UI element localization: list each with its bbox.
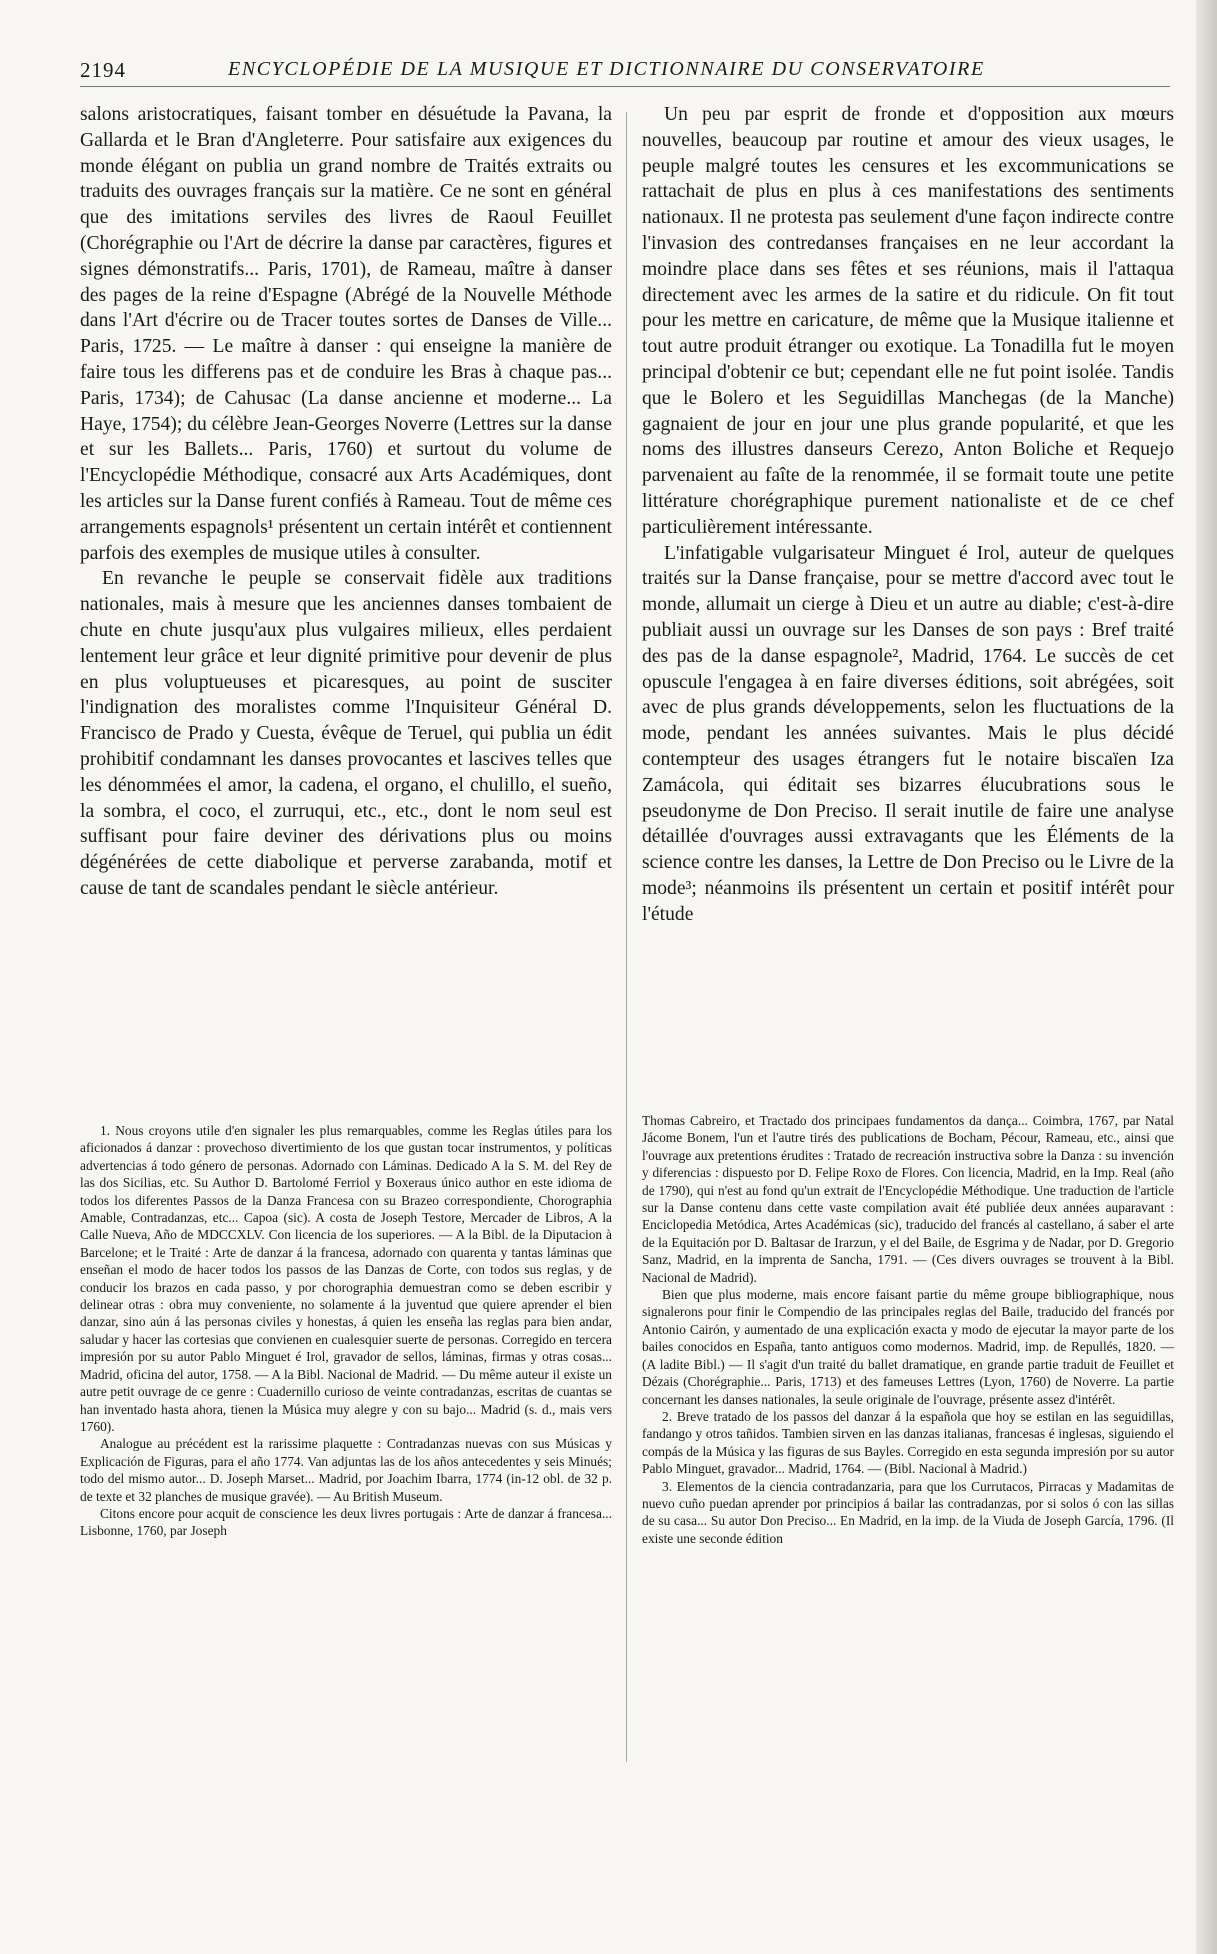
paragraph: Un peu par esprit de fronde et d'opposition aux mœurs nouvelles, beaucoup par routine et amour des vieux usages, le peuple malgré toutes les censures et les excommunications se rattachait de plus en plus à ces manifestations des sentiments nationaux. Il ne protesta pas seulement d'une façon indirecte contre l'invasion des contredanses françaises en ne leur accordant la moindre place dans ses fêtes et ses réunions, mais il l'attaqua directement avec les armes de la satire et du ridicule. On fit tout pour les mettre en caricature, de même que la Musique italienne et tout autre produit étranger ou exotique. La Tonadilla fut le moyen principal d'obtenir ce but; cependant elle ne fut point isolée. Tandis que le Bolero et les Seguidillas Manchegas (de la Manche) gagnaient de jour en jour une plus grande popularité, et que les noms des illustres danseurs Cerezo, Anton Boliche et Requejo parvenaient au faîte de la renommée, il se formait toute une petite littérature chorégraphique purement nationaliste et de ce chef particulièrement intéressante. (642, 104, 1174, 538)
footnote: 3. Elementos de la ciencia contradanzaria, para que los Currutacos, Pirracas y Madamitas de nuevo cuño puedan aprender por principios á bailar las contradanzas, por si solos ó con las sillas de su casa... Su autor Don Preciso... En Madrid, en la imp. de la Viuda de Joseph García, 1796. (Il existe une seconde édition (642, 1478, 1174, 1546)
footnote: Analogue au précédent est la rarissime plaquette : Contradanzas nuevas con sus Músicas y Explicación de Figuras, para el año 1774. Van adjuntas las de los años antecedentes y seis Minués; todo del mismo autor... D. Joseph Marset... Madrid, por Joachim Ibarra, 1774 (in-12 obl. de 32 p. de texte et 32 planches de musique gravée). — Au British Museum. (80, 1436, 612, 1504)
running-header (80, 58, 1170, 87)
footnote: Bien que plus moderne, mais encore faisant partie du même groupe bibliographique, nous signalerons pour finir le Compendio de las principales reglas del Baile, traducido del francés por Antonio Cairón, y aumentado de una explicación exacta y modo de ejecutar la mayor parte de los bailes conocidos en España, tanto antiguos como modernos. Madrid, imp. de Repullés, 1820. — (A ladite Bibl.) — Il s'agit d'un traité du ballet dramatique, en grande partie traduit de Feuillet et Dézais (Chorégraphie... Paris, 1713) et des fameuses Lettres (Lyon, 1760) de Noverre. La partie concernant les danses nationales, la seule originale de l'ouvrage, présente assez d'intérêt. (642, 1287, 1174, 1407)
right-column-body (642, 102, 1174, 928)
footnote: 2. Breve tratado de los passos del danzar á la española que hoy se estilan en las seguidillas, fandango y otros tañidos. Tambien sirven en las danzas italianas, francesas é inglesas, siguiendo el compás de la Música y las figuras de sus Bayles. Corregido en esta segunda impresión por su autor Pablo Minguet, gravador... Madrid, 1764. — (Bibl. Nacional à Madrid.) (642, 1408, 1174, 1477)
footnote: Thomas Cabreiro, et Tractado dos principaes fundamentos da dança... Coimbra, 1767, par Natal Jácome Bonem, l'un et l'autre tirés des publications de Bocham, Pécour, Rameau, etc., ainsi que l'ouvrage aux pretentions érudites : Tratado de recreación instructiva sobre la Danza : su invención y diferencias : dispuesto por D. Felipe Roxo de Flores. Con licencia, Madrid, en la Imp. Real (año de 1790), qui n'est au fond qu'un extrait de l'Encyclopédie Méthodique. Une traduction de l'article sur la Danse contenu dans cette vaste compilation avait été publiée deux années auparavant : Enciclopedia Metódica, Artes Académicas (sic), traducido del francés al castellano, á saber el arte de la Equitación por D. Baltasar de Irarzun, y el del Baile, de Esgrima y de Nadar, por D. Gregorio Sanz, Madrid, en la imprenta de Sancha, 1791. — (Ces divers ouvrages se trouvent à la Bibl. Nacional de Madrid). (642, 1113, 1174, 1285)
right-column-footnotes (642, 1112, 1174, 1547)
paragraph: L'infatigable vulgarisateur Minguet é Irol, auteur de quelques traités sur la Danse française, pour se mettre d'accord avec tout le monde, allumait un cierge à Dieu et un autre au diable; c'est-à-dire publiait aussi un ouvrage sur les Danses de son pays : Bref traité des pas de la danse espagnole², Madrid, 1764. Le succès de cet opuscule l'engagea à en faire diverses éditions, soit abrégées, soit avec de plus grands développements, selon les fluctuations de la mode, pendant les années suivantes. Mais le plus décidé contempteur des usages étrangers fut le notaire biscaïen Iza Zamácola, qui éditait ses bizarres élucubrations sous le pseudonyme de Don Preciso. Il serait inutile de faire une analyse détaillée d'ouvrages aussi extravagants que les Éléments de la science contre les danses, la Lettre de Don Preciso ou le Livre de la mode³; néanmoins ils présentent un certain et positif intérêt pour l'étude (642, 542, 1174, 925)
column-divider (626, 112, 627, 1762)
footnote: Citons encore pour acquit de conscience les deux livres portugais : Arte de danzar á francesa... Lisbonne, 1760, par Joseph (80, 1505, 612, 1539)
paragraph: salons aristocratiques, faisant tomber en désuétude la Pavana, la Gallarda et le Bran d'Angleterre. Pour satisfaire aux exigences du monde élégant on publia un grand nombre de Traités extraits ou traduits des ouvrages français sur la matière. Ce ne sont en général que des imitations serviles des livres de Raoul Feuillet (Chorégraphie ou l'Art de décrire la danse par caractères, figures et signes démonstratifs... Paris, 1701), de Rameau, maître à danser des pages de la reine d'Espagne (Abrégé de la Nouvelle Méthode dans l'Art d'écrire ou de Tracer toutes sortes de Danses de Ville... Paris, 1725. — Le maître à danser : qui enseigne la manière de faire tous les differens pas et de conduire les Bras à chaque pas... Paris, 1734); de Cahusac (La danse ancienne et moderne... La Haye, 1754); du célèbre Jean-Georges Noverre (Lettres sur la danse et sur les Ballets... Paris, 1760) et surtout du volume de l'Encyclopédie Méthodique, consacré aux Arts Académiques, dont les articles sur la Danse furent confiés à Rameau. Tout de même ces arrangements espagnols¹ présentent un certain intérêt et contiennent parfois des exemples de musique utiles à consulter. (80, 104, 612, 564)
footnote: 1. Nous croyons utile d'en signaler les plus remarquables, comme les Reglas útiles para los aficionados á danzar : provechoso divertimiento de los que gustan tocar instrumentos, y políticas advertencias á todo género de personas. Adornado con Láminas. Dedicado A la S. M. del Rey de las dos Sicilias, etc. Su Author D. Bartolomé Ferriol y Boxeraus único author en este idioma de todos los diferentes Passos de la Danza Francesa con su Brazeo correspondiente, Chorographia Amable, Contradanzas, etc... Capoa (sic). A costa de Joseph Testore, Mercader de Libros, A la Calle Nueva, Año de MDCCXLV. Con licencia de los superiores. — A la Bibl. de la Diputacion à Barcelone; et le Traité : Arte de danzar á la francesa, adornado con quarenta y tantas láminas que enseñan el modo de hacer todos los passos de las Danzas de Corte, con todos sus reglas, y de conducir los brazos en cada passo, y por chorographia demuestran como se deben escribir y delinear otras : obra muy conveniente, no solamente á la juventud que quiere aprender el bien danzar, sino aún á las personas civiles y honestas, á quien les enseña las reglas para bien andar, saludar y hacer las cortesias que convienen en cualesquier suerte de personas. Corregido en tercera impresión por su autor Pablo Minguet é Irol, gravador de sellos, láminas, firmas y otras cosas... Madrid, oficina del autor, 1758. — A la Bibl. Nacional de Madrid. — Du même auteur il existe un autre petit ouvrage de ce genre : Cuadernillo curioso de veinte contradanzas, escritas de cuantas se han inventado hasta ahora, tienen la Música muy alegre y con su bajo... Madrid (s. d., mais vers 1760). (80, 1123, 612, 1434)
page-number: 2194 (80, 58, 126, 82)
left-column-footnotes (80, 1122, 612, 1540)
page-edge (1196, 0, 1217, 1954)
paragraph: En revanche le peuple se conservait fidèle aux traditions nationales, mais à mesure que les anciennes danses tombaient de chute en chute jusqu'aux plus vulgaires milieux, elles perdaient lentement leur grâce et leur dignité primitive pour devenir de plus en plus voluptueuses et picaresques, au point de susciter l'indignation des moralistes comme l'Inquisiteur Général D. Francisco de Prado y Cuesta, évêque de Teruel, qui publia un édit prohibitif condamnant les danses provocantes et lascives telles que les dénommées el amor, la cadena, el organo, el chulillo, el sueño, la sombra, el coco, el zurruqui, etc., etc., dont le nom seul est suffisant pour faire deviner des dérivations plus ou moins dégénérées de cette diabolique et perverse zarabanda, motif et cause de tant de scandales pendant le siècle antérieur. (80, 568, 612, 899)
left-column-body (80, 102, 612, 902)
running-title: ENCYCLOPÉDIE DE LA MUSIQUE ET DICTIONNAIRE DU CONSERVATOIRE (228, 58, 985, 80)
